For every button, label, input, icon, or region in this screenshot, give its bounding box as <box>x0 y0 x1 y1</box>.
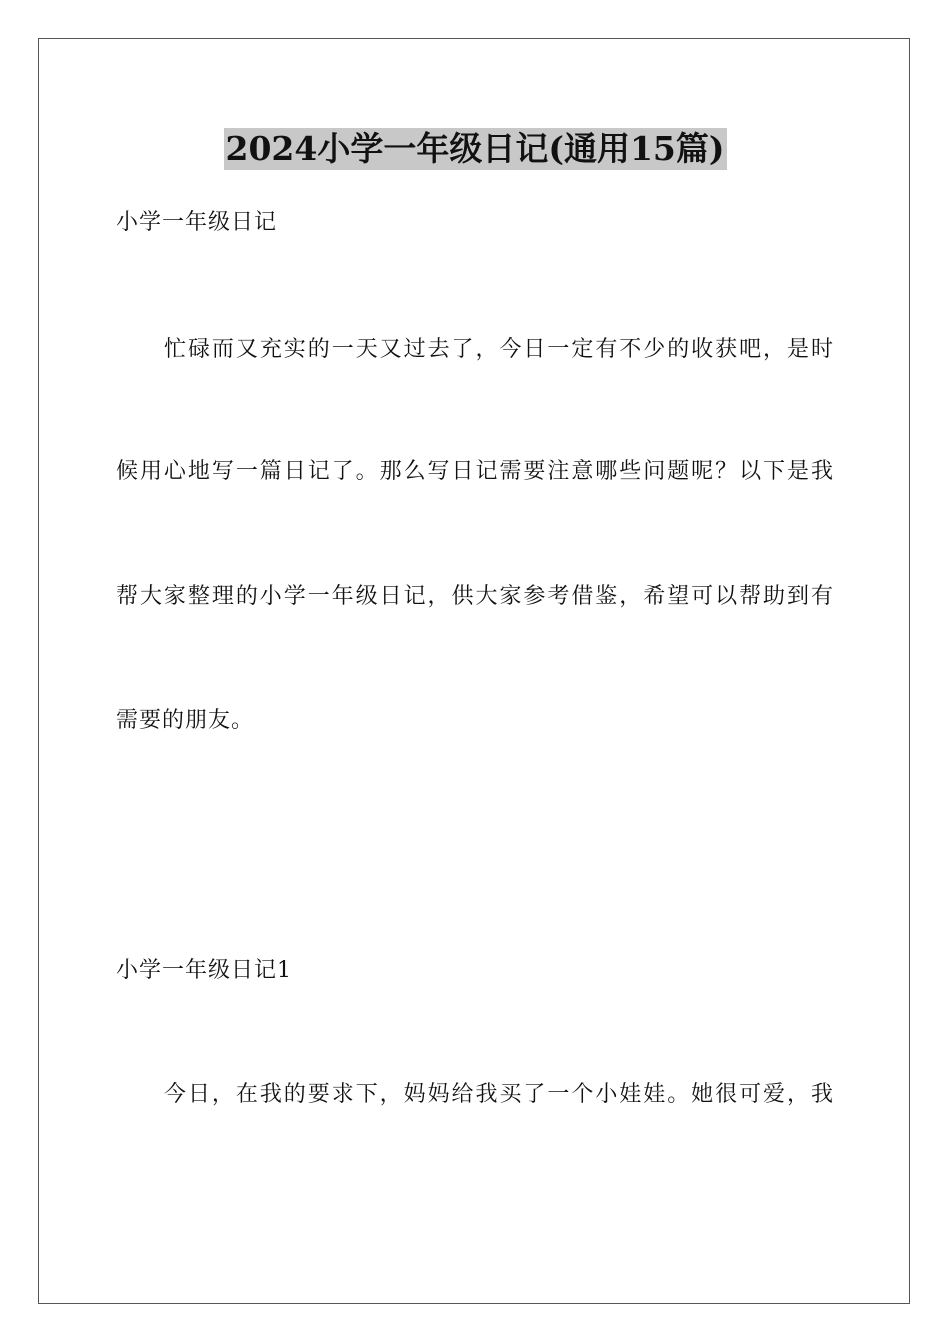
document-title: 2024小学一年级日记(通用15篇) <box>225 129 725 168</box>
paragraph-line: 需要的朋友。 <box>116 708 255 733</box>
paragraph-line: 帮大家整理的小学一年级日记，供大家参考借鉴，希望可以帮助到有 <box>116 584 834 609</box>
section-heading: 小学一年级日记 <box>116 210 278 235</box>
title-container <box>0 128 950 170</box>
paragraph-line: 今日，在我的要求下，妈妈给我买了一个小娃娃。她很可爱，我 <box>164 1082 834 1107</box>
paragraph-line: 候用心地写一篇日记了。那么写日记需要注意哪些问题呢？以下是我 <box>116 459 834 484</box>
paragraph-line: 忙碌而又充实的一天又过去了，今日一定有不少的收获吧，是时 <box>164 337 834 362</box>
entry-heading: 小学一年级日记1 <box>116 958 292 983</box>
